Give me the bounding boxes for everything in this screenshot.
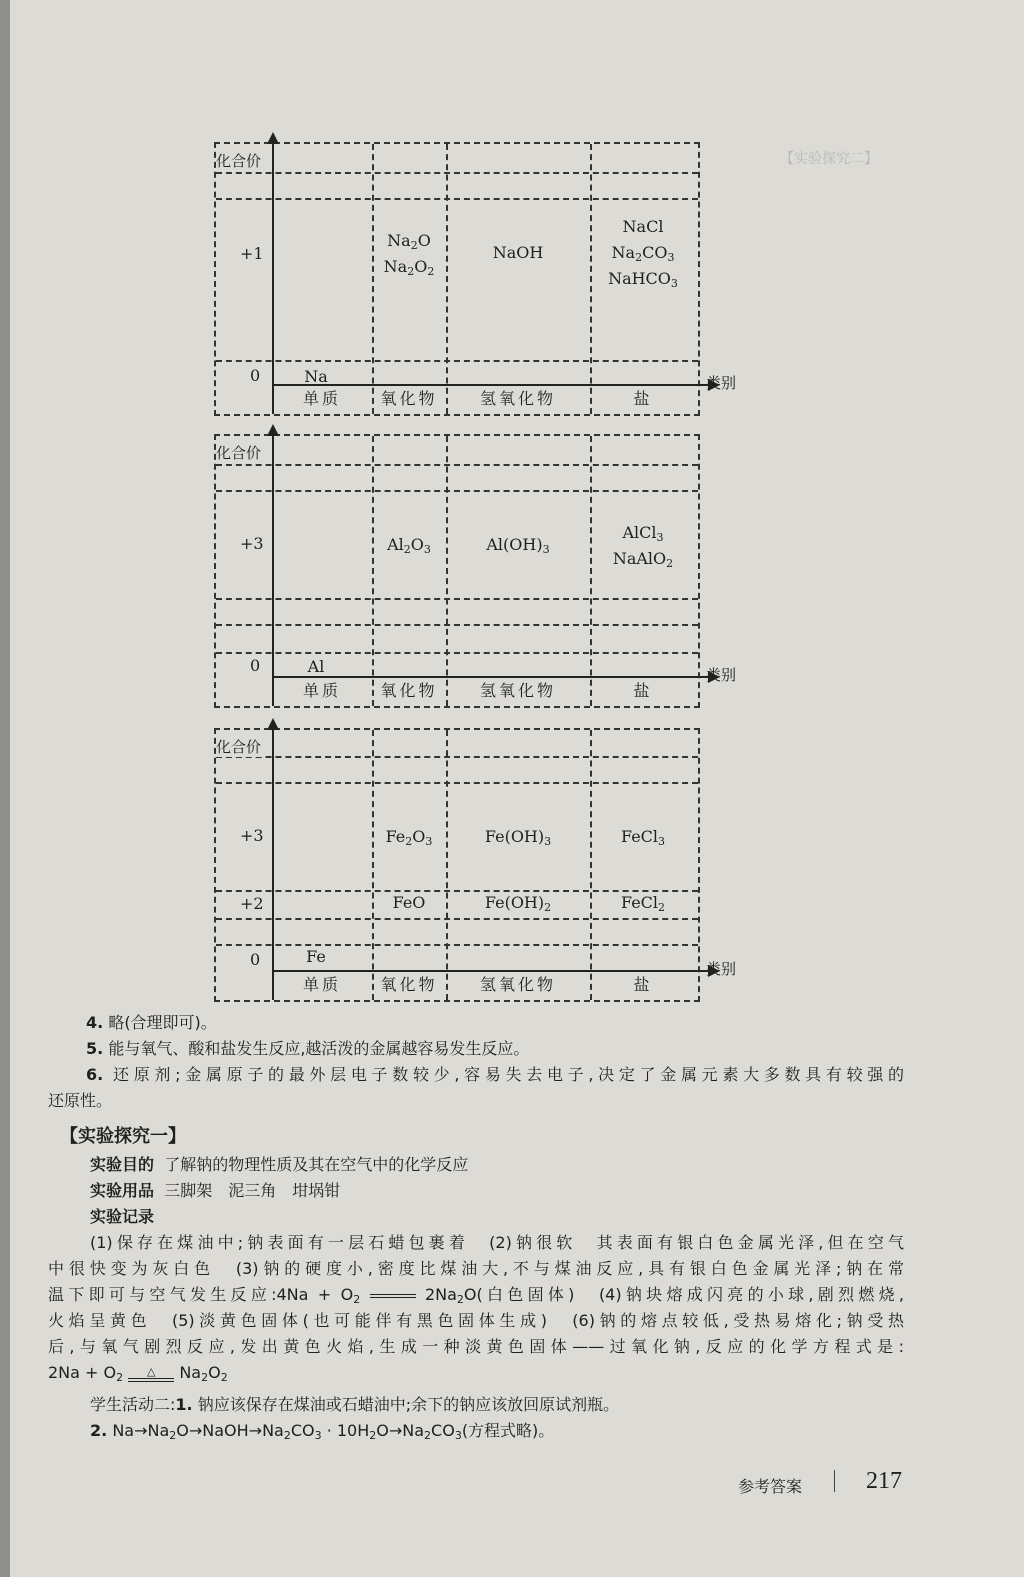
- category-element: 单质: [302, 681, 341, 700]
- category-salt: 盐: [633, 975, 653, 994]
- category-oxide: 氧化物: [380, 975, 438, 994]
- y-axis: [272, 436, 274, 706]
- valence-zero: 0: [250, 950, 261, 969]
- valence-diagram-na: [214, 142, 736, 416]
- y-axis: [272, 730, 274, 1000]
- grid-line: [216, 624, 698, 626]
- record-line-3: 温下即可与空气发生反应:4Na + $O_2$ $2Na_2O$(白色固体) (4)钠块熔成闪亮的小球,剧烈燃烧,: [48, 1285, 904, 1306]
- x-axis-label: 类别: [705, 666, 736, 684]
- footer-label: 参考答案: [738, 1477, 803, 1496]
- valence-plus2: +2: [240, 894, 264, 913]
- grid-line: [446, 144, 448, 414]
- experiment-record-label: 实验记录: [90, 1207, 155, 1226]
- category-element: 单质: [302, 389, 341, 408]
- grid-line: [372, 730, 374, 1000]
- chemical-equation: $2Na + O_2$ △ $Na_2O_2$: [48, 1363, 228, 1384]
- activity-1: 学生活动二:1. 钠应该保存在煤油或石蜡油中;余下的钠应该放回原试剂瓶。: [90, 1395, 620, 1414]
- valence-plus1: +1: [240, 244, 264, 263]
- page-number: 217: [866, 1468, 902, 1494]
- category-hydroxide: 氢氧化物: [479, 681, 556, 700]
- experiment-purpose: 实验目的 了解钠的物理性质及其在空气中的化学反应: [90, 1155, 469, 1174]
- hydroxide-naoh: NaOH: [492, 243, 544, 262]
- element-fe: Fe: [306, 947, 326, 966]
- valence-zero: 0: [250, 366, 261, 385]
- grid-line: [216, 490, 698, 492]
- record-line-1: (1)保存在煤油中;钠表面有一层石蜡包裹着 (2)钠很软 其表面有银白色金属光泽,但在空气: [90, 1233, 904, 1252]
- x-axis-label: 类别: [705, 374, 736, 392]
- hydroxide-feoh3: $Fe(OH)_3$: [484, 827, 552, 848]
- oxide-na2o: $Na_2O$ $Na_2O_2$: [383, 231, 435, 278]
- salt-fecl2: FeCl$_2$: [620, 893, 666, 914]
- section-title: 【实验探究一】: [60, 1126, 186, 1147]
- activity-2: 2. $Na\to Na_2O\to NaOH\to Na_2CO_3 \cdot 10H_2O\to Na_2CO_3$(方程式略)。: [90, 1421, 555, 1442]
- valence-diagram-al: [214, 434, 736, 708]
- page-edge: [0, 0, 10, 1577]
- record-line-4: 火焰呈黄色 (5)淡黄色固体(也可能伴有黑色固体生成) (6)钠的熔点较低,受热易熔化;钠受热: [48, 1311, 904, 1330]
- salt-sodium: NaCl $Na_2CO_3$ NaHCO$_3$: [608, 217, 678, 290]
- bleed-through-text: 【实验探究二】: [780, 151, 878, 167]
- grid-line: [216, 464, 698, 466]
- grid-line: [216, 782, 698, 784]
- category-salt: 盐: [633, 681, 653, 700]
- y-axis-label: 化合价: [216, 152, 262, 170]
- grid-line: [590, 730, 592, 1000]
- answer-5: 5. 能与氧气、酸和盐发生反应,越活泼的金属越容易发生反应。: [86, 1039, 530, 1058]
- answer-4: 4. 略(合理即可)。: [86, 1013, 217, 1032]
- grid-line: [216, 598, 698, 600]
- y-axis-label: 化合价: [216, 738, 262, 756]
- record-line-2: 中很快变为灰白色 (3)钠的硬度小,密度比煤油大,不与煤油反应,具有银白色金属光泽;钠在常: [48, 1259, 904, 1278]
- answer-6-line1: 6. 还原剂;金属原子的最外层电子数较少,容易失去电子,决定了金属元素大多数具有较强的: [86, 1065, 904, 1084]
- category-element: 单质: [302, 975, 341, 994]
- oxide-al2o3: $Al_2O_3$: [387, 535, 431, 556]
- y-axis-label: 化合价: [216, 444, 262, 462]
- category-hydroxide: 氢氧化物: [479, 389, 556, 408]
- grid-line: [216, 756, 698, 758]
- element-al: Al: [307, 657, 325, 676]
- y-axis: [272, 144, 274, 414]
- oxide-feo: FeO: [392, 893, 426, 912]
- grid-line: [446, 436, 448, 706]
- footer-divider: [834, 1470, 835, 1492]
- category-salt: 盐: [633, 389, 653, 408]
- grid-line: [446, 730, 448, 1000]
- x-axis-label: 类别: [705, 960, 736, 978]
- category-oxide: 氧化物: [380, 389, 438, 408]
- oxide-fe2o3: $Fe_2O_3$: [385, 827, 433, 848]
- valence-zero: 0: [250, 656, 261, 675]
- salt-aluminium: AlCl$_3$ NaAlO$_2$: [612, 523, 674, 570]
- valence-diagram-fe: [214, 728, 736, 1002]
- grid-line: [216, 198, 698, 200]
- heat-condition: △: [128, 1366, 174, 1382]
- grid-line: [372, 436, 374, 706]
- record-line-5: 后,与氧气剧烈反应,发出黄色火焰,生成一种淡黄色固体——过氧化钠,反应的化学方程式是:: [48, 1337, 904, 1356]
- grid-line: [216, 172, 698, 174]
- valence-plus3: +3: [240, 826, 264, 845]
- category-hydroxide: 氢氧化物: [479, 975, 556, 994]
- salt-fecl3: FeCl$_3$: [620, 827, 666, 848]
- element-na: Na: [304, 367, 328, 386]
- experiment-supplies: 实验用品 三脚架 泥三角 坩埚钳: [90, 1181, 341, 1200]
- valence-plus3: +3: [240, 534, 264, 553]
- hydroxide-aloh3: $Al(OH)_3$: [486, 535, 550, 556]
- equals-sign: [370, 1294, 416, 1298]
- grid-line: [216, 918, 698, 920]
- category-oxide: 氧化物: [380, 681, 438, 700]
- grid-line: [216, 360, 698, 362]
- hydroxide-feoh2: $Fe(OH)_2$: [484, 893, 552, 914]
- answer-6-line2: 还原性。: [48, 1091, 113, 1110]
